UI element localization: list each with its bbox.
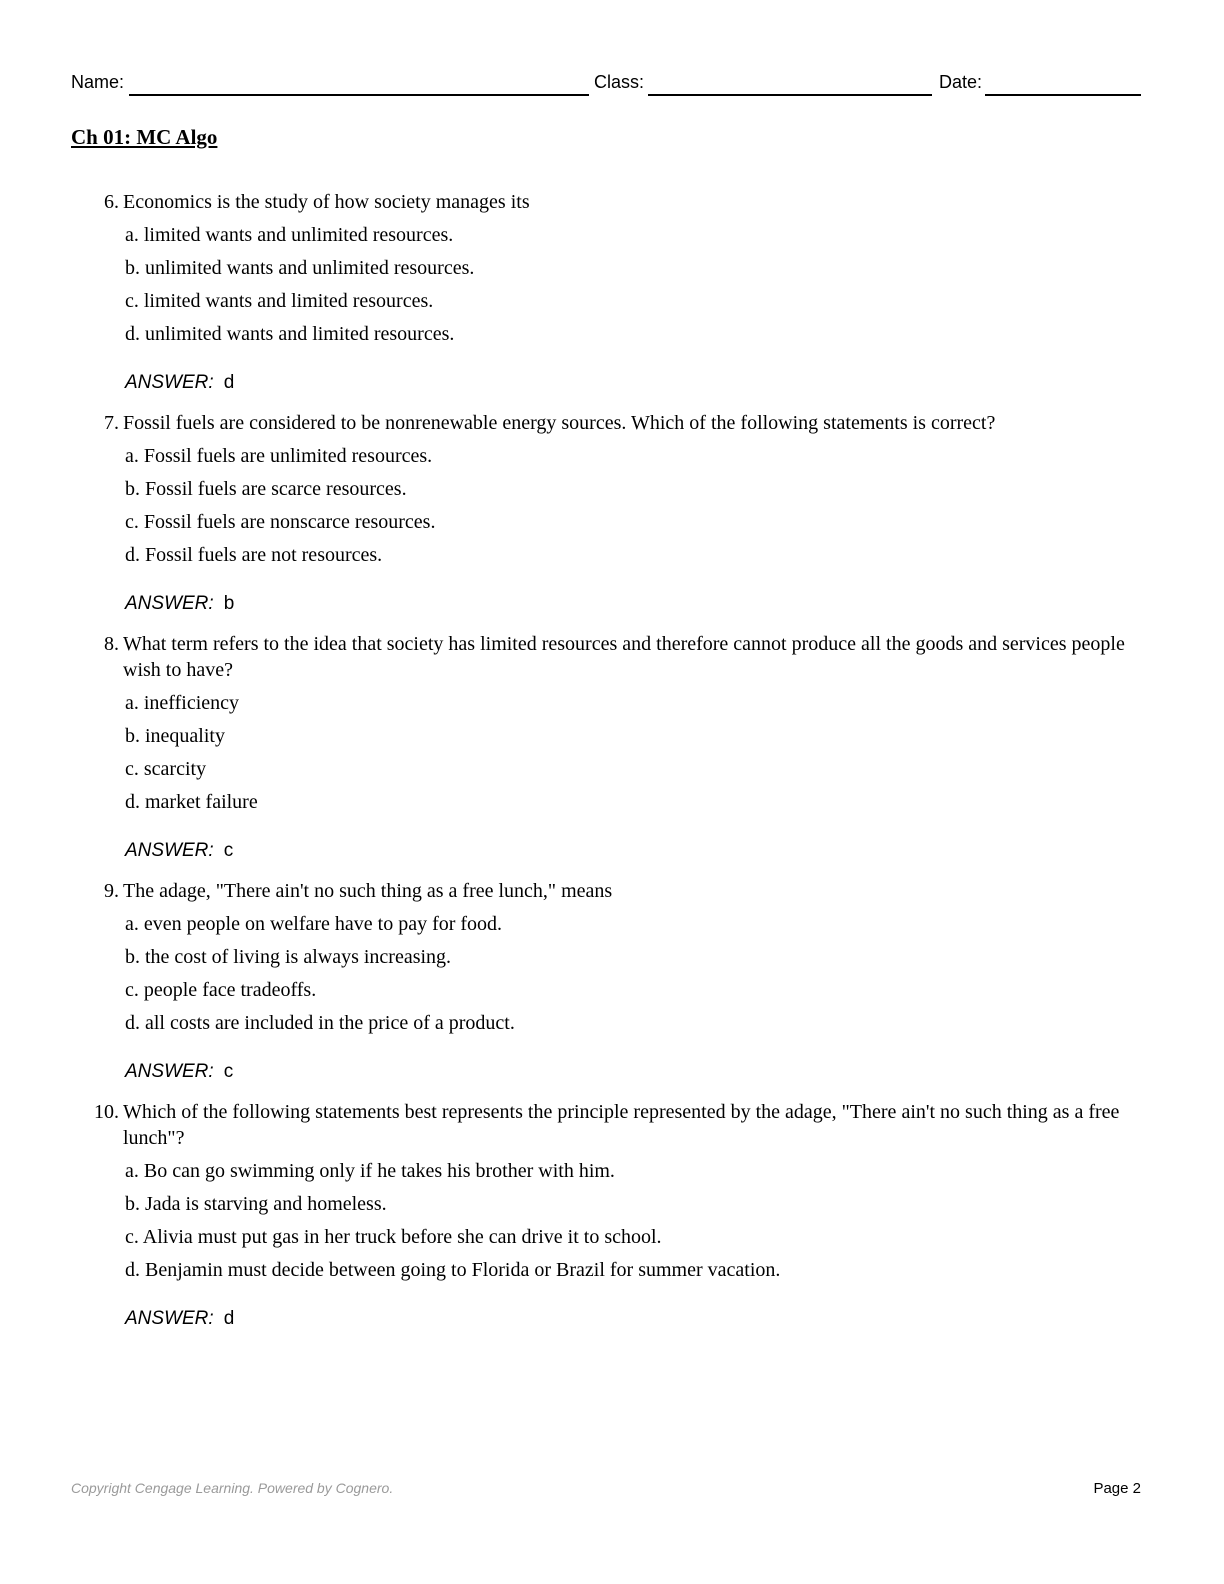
choice-b: b. inequality — [125, 725, 225, 747]
choice-d: d. market failure — [125, 791, 258, 813]
answer-label: ANSWER: — [125, 1308, 214, 1329]
date-label: Date: — [939, 72, 983, 92]
choice-a: a. limited wants and unlimited resources. — [125, 224, 454, 246]
choice-d: d. unlimited wants and limited resources. — [125, 323, 455, 345]
answer-line — [0, 1059, 1224, 1085]
worksheet-header — [71, 72, 1141, 98]
question-10 — [0, 1099, 1224, 1332]
answer-value: d — [223, 372, 235, 393]
question-6 — [0, 189, 1224, 396]
choice-b: b. the cost of living is always increasing. — [125, 946, 452, 968]
question-number: 8. — [104, 633, 119, 655]
answer-line — [0, 370, 1224, 396]
answer-line — [0, 591, 1224, 617]
choice-c: c. limited wants and limited resources. — [125, 290, 434, 312]
question-9 — [0, 878, 1224, 1085]
question-text: What term refers to the idea that society has limited resources and therefore cannot produce all the goods and services people wish to have? — [123, 633, 1125, 681]
question-text: Which of the following statements best represents the principle represented by the adage, "There ain't no such thing as a free lunch"? — [123, 1101, 1120, 1149]
choice-a: a. Fossil fuels are unlimited resources. — [125, 445, 433, 467]
answer-value: d — [223, 1308, 235, 1329]
page-title: Ch 01: MC Algo — [71, 125, 218, 149]
date-line — [985, 94, 1141, 96]
choice-d: d. Fossil fuels are not resources. — [125, 544, 383, 566]
answer-value: c — [223, 1061, 234, 1082]
answer-value: c — [223, 840, 234, 861]
choice-d: d. all costs are included in the price of a product. — [125, 1012, 515, 1034]
question-7 — [0, 410, 1224, 617]
answer-line — [0, 838, 1224, 864]
choice-b: b. Fossil fuels are scarce resources. — [125, 478, 407, 500]
choice-c: c. scarcity — [125, 758, 207, 780]
name-line — [129, 94, 589, 96]
question-number: 10. — [94, 1101, 119, 1123]
choice-c: c. people face tradeoffs. — [125, 979, 317, 1001]
answer-label: ANSWER: — [125, 372, 214, 393]
page-number: Page 2 — [1093, 1480, 1141, 1497]
class-label: Class: — [594, 72, 645, 92]
choice-a: a. inefficiency — [125, 692, 240, 714]
answer-label: ANSWER: — [125, 840, 214, 861]
choice-c: c. Fossil fuels are nonscarce resources. — [125, 511, 436, 533]
question-number: 6. — [104, 191, 119, 213]
question-text: Economics is the study of how society manages its — [123, 191, 530, 213]
class-line — [648, 94, 932, 96]
answer-value: b — [223, 593, 235, 614]
copyright-notice: Copyright Cengage Learning. Powered by Cognero. — [71, 1480, 394, 1496]
question-list — [0, 189, 1224, 1346]
choice-b: b. unlimited wants and unlimited resources. — [125, 257, 475, 279]
name-label: Name: — [71, 72, 125, 92]
answer-label: ANSWER: — [125, 1061, 214, 1082]
question-number: 7. — [104, 412, 119, 434]
choice-c: c. Alivia must put gas in her truck before she can drive it to school. — [125, 1226, 662, 1248]
question-text: The adage, "There ain't no such thing as a free lunch," means — [123, 880, 613, 902]
choice-d: d. Benjamin must decide between going to Florida or Brazil for summer vacation. — [125, 1259, 781, 1281]
question-number: 9. — [104, 880, 119, 902]
choice-b: b. Jada is starving and homeless. — [125, 1193, 387, 1215]
question-text: Fossil fuels are considered to be nonrenewable energy sources. Which of the following statements is correct? — [123, 412, 996, 434]
question-8 — [0, 631, 1224, 864]
choice-a: a. even people on welfare have to pay for food. — [125, 913, 503, 935]
answer-label: ANSWER: — [125, 593, 214, 614]
answer-line — [0, 1306, 1224, 1332]
choice-a: a. Bo can go swimming only if he takes his brother with him. — [125, 1160, 615, 1182]
